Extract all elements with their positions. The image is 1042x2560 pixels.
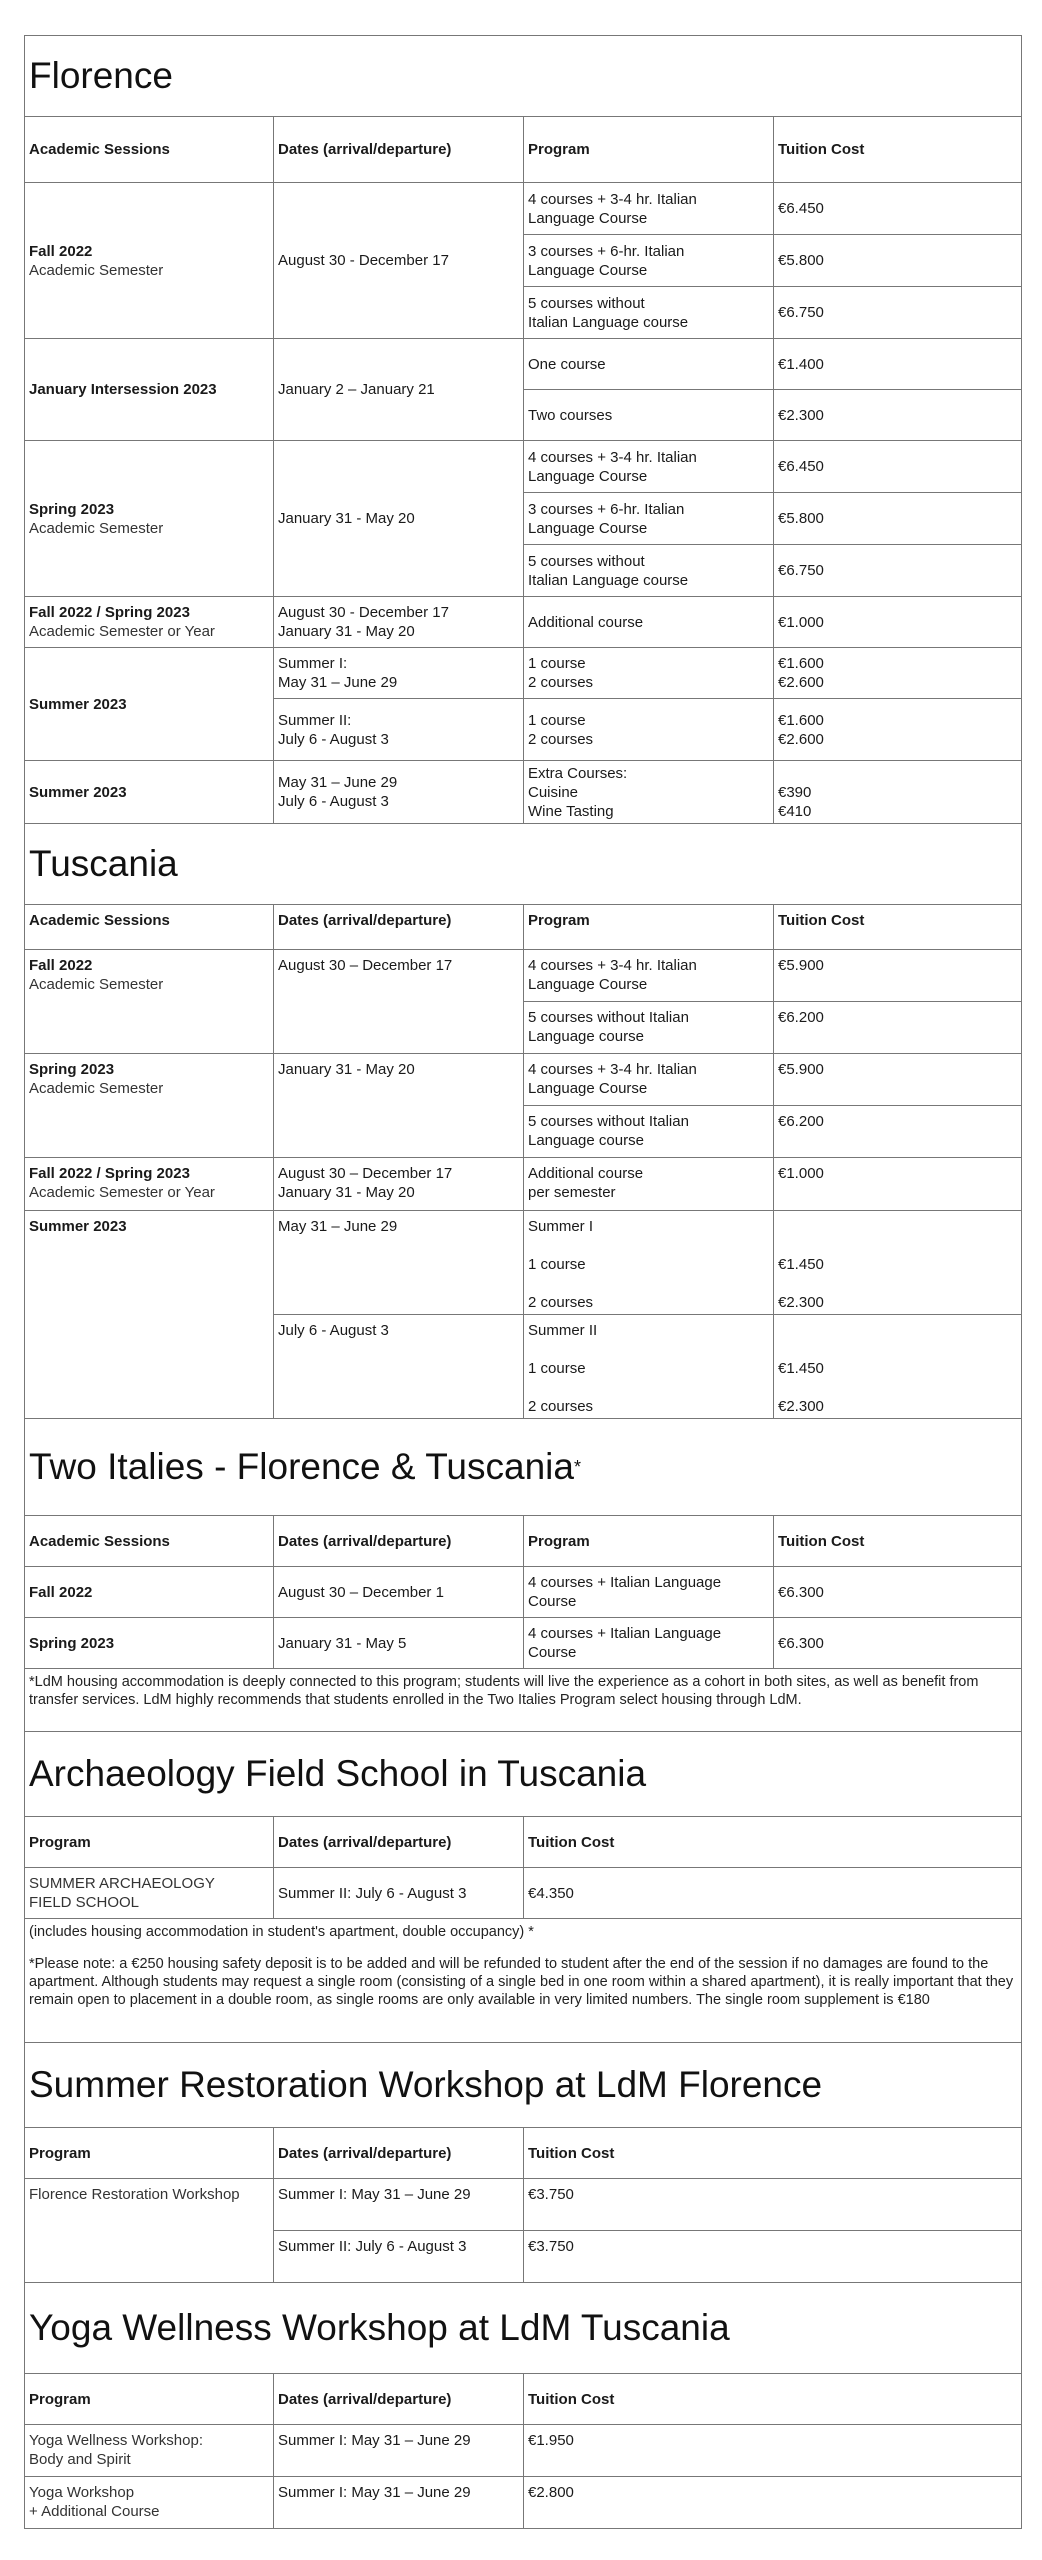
- date-line: May 31 – June 29: [278, 674, 398, 691]
- session-name: Fall 2022 / Spring 2023: [29, 604, 190, 621]
- program-cell: [524, 1315, 774, 1419]
- tuition-cell: €2.300: [774, 390, 1021, 441]
- spacer: [528, 1274, 769, 1293]
- program-line: Wine Tasting: [528, 802, 614, 820]
- spacer: [778, 1378, 1017, 1397]
- session-name: Summer 2023: [25, 648, 274, 761]
- spacer: [778, 1340, 1017, 1359]
- program-cell: [25, 2425, 274, 2477]
- program-cell: [524, 235, 774, 287]
- header-tuition: Tuition Cost: [774, 117, 1021, 183]
- florence-table: [25, 117, 1021, 824]
- program-cell: [524, 1158, 774, 1211]
- tuition-cell: €6.450: [774, 441, 1021, 493]
- dates-cell: [274, 648, 524, 699]
- program-cell: [25, 1868, 274, 1919]
- program-line: Language Course: [528, 261, 648, 279]
- tuition-cell: [774, 648, 1021, 699]
- spacer: [29, 1941, 1017, 1955]
- section-title-archaeology: Archaeology Field School in Tuscania: [25, 1732, 1021, 1817]
- note-line: (includes housing accommodation in student's apartment, double occupancy) *: [29, 1924, 534, 1940]
- dates-cell: Summer I: May 31 – June 29: [274, 2425, 524, 2477]
- session-sub: Academic Semester: [29, 1080, 164, 1097]
- header-program: Program: [524, 117, 774, 183]
- program-line: Language Course: [528, 467, 648, 485]
- program-cell: [524, 183, 774, 235]
- tuition-cell: [774, 1211, 1021, 1315]
- program-line: 4 courses + 3-4 hr. Italian: [528, 957, 697, 974]
- program-line: Italian Language course: [528, 313, 689, 331]
- program-cell: One course: [524, 339, 774, 390]
- program-line: Additional course: [528, 1165, 644, 1182]
- two-italies-table: [25, 1516, 1021, 1669]
- dates-cell: Summer I: May 31 – June 29: [274, 2477, 524, 2529]
- section-title-yoga: Yoga Wellness Workshop at LdM Tuscania: [25, 2283, 1021, 2374]
- tuition-cell: [774, 761, 1021, 824]
- section-title-text: Two Italies - Florence & Tuscania: [29, 1446, 574, 1487]
- yoga-table: [25, 2374, 1021, 2529]
- dates-cell: [274, 597, 524, 648]
- program-line: per semester: [528, 1184, 616, 1201]
- header-dates: Dates (arrival/departure): [274, 1516, 524, 1567]
- spacer: [778, 1236, 1017, 1255]
- dates-cell: July 6 - August 3: [274, 1315, 524, 1419]
- date-line: July 6 - August 3: [278, 730, 389, 748]
- session-name: Summer 2023: [25, 1211, 274, 1419]
- tuition-cell: €6.750: [774, 287, 1021, 339]
- header-tuition: Tuition Cost: [524, 2374, 1021, 2425]
- header-sessions: Academic Sessions: [25, 117, 274, 183]
- header-dates: Dates (arrival/departure): [274, 905, 524, 950]
- program-line: Language Course: [528, 519, 648, 537]
- program-line: Summer I: [528, 1218, 594, 1235]
- program-line: Cuisine: [528, 783, 579, 801]
- price-line: €2.600: [778, 674, 824, 691]
- program-line: 5 courses without: [528, 552, 645, 570]
- session-name: Summer 2023: [25, 761, 274, 824]
- section-title-tuscania: Tuscania: [25, 824, 1021, 905]
- tuition-cell: €3.750: [524, 2179, 1021, 2231]
- session-sub: Academic Semester or Year: [29, 623, 215, 640]
- price-line: €2.300: [778, 1398, 824, 1415]
- session-sub: Academic Semester: [29, 261, 164, 279]
- date-line: May 31 – June 29: [278, 774, 398, 791]
- tuition-cell: €6.450: [774, 183, 1021, 235]
- session-name: Fall 2022: [25, 1567, 274, 1618]
- spacer: [778, 1321, 1017, 1340]
- program-line: 5 courses without: [528, 294, 645, 312]
- price-line: €1.600: [778, 711, 824, 729]
- dates-cell: Summer II: July 6 - August 3: [274, 1868, 524, 1919]
- section-title-two-italies: [25, 1419, 1021, 1516]
- program-line: + Additional Course: [29, 2503, 160, 2520]
- header-program: Program: [25, 2374, 274, 2425]
- tuition-cell: €5.800: [774, 235, 1021, 287]
- tuition-cell: €1.000: [774, 597, 1021, 648]
- spacer: [528, 1236, 769, 1255]
- program-line: 3 courses + 6-hr. Italian: [528, 500, 685, 518]
- session-name: Fall 2022 / Spring 2023: [29, 1165, 190, 1182]
- tuition-cell: €6.200: [774, 1106, 1021, 1158]
- program-line: 1 course: [528, 655, 586, 672]
- session-name: Fall 2022: [29, 242, 93, 260]
- header-sessions: Academic Sessions: [25, 905, 274, 950]
- program-line: Italian Language course: [528, 571, 689, 589]
- program-cell: [524, 761, 774, 824]
- header-program: Program: [25, 2128, 274, 2179]
- session-cell: [25, 597, 274, 648]
- archaeology-note: [25, 1919, 1021, 2043]
- session-name: January Intersession 2023: [25, 339, 274, 441]
- tuition-cell: €1.000: [774, 1158, 1021, 1211]
- session-name: Spring 2023: [25, 1618, 274, 1669]
- price-line: €2.300: [778, 1294, 824, 1311]
- archaeology-table: [25, 1817, 1021, 1919]
- dates-cell: Summer II: July 6 - August 3: [274, 2231, 524, 2283]
- date-line: January 31 - May 20: [278, 1184, 415, 1201]
- program-line: Language Course: [528, 976, 648, 993]
- price-line: €1.450: [778, 1360, 824, 1377]
- header-dates: Dates (arrival/departure): [274, 117, 524, 183]
- note-paragraph: *Please note: a €250 housing safety deposit is to be added and will be refunded to student after the end of the session if no damages are found to the apartment. Although students may request a single room (consisting of a single bed in one room within a shared apartment), it is really important that they remain open to placement in a double room, as single rooms are only available in very limited numbers. The single room supplement is €180: [29, 1956, 1014, 2008]
- program-line: 5 courses without Italian: [528, 1009, 689, 1026]
- price-line: €1.450: [778, 1256, 824, 1273]
- session-name: Spring 2023: [29, 1061, 115, 1078]
- price-line: €1.600: [778, 655, 824, 672]
- program-cell: [524, 699, 774, 761]
- tuscania-table: [25, 905, 1021, 1419]
- program-line: 4 courses + 3-4 hr. Italian: [528, 448, 697, 466]
- session-name: Fall 2022: [29, 957, 93, 974]
- program-cell: Additional course: [524, 597, 774, 648]
- date-line: August 30 – December 17: [278, 1165, 453, 1182]
- header-tuition: Tuition Cost: [524, 1817, 1021, 1868]
- tuition-cell: €1.400: [774, 339, 1021, 390]
- program-line: 2 courses: [528, 674, 594, 691]
- spacer: [528, 1340, 769, 1359]
- tuition-grid: [24, 35, 1022, 2529]
- session-cell: [25, 950, 274, 1054]
- header-tuition: Tuition Cost: [524, 2128, 1021, 2179]
- tuition-cell: €3.750: [524, 2231, 1021, 2283]
- dates-cell: August 30 – December 17: [274, 950, 524, 1054]
- price-line: €410: [778, 802, 812, 820]
- header-dates: Dates (arrival/departure): [274, 2374, 524, 2425]
- spacer: [778, 764, 1017, 783]
- program-cell: [524, 545, 774, 597]
- program-line: 5 courses without Italian: [528, 1113, 689, 1130]
- session-cell: [25, 441, 274, 597]
- date-line: January 31 - May 20: [278, 623, 415, 640]
- program-line: Yoga Workshop: [29, 2484, 135, 2501]
- header-dates: Dates (arrival/departure): [274, 2128, 524, 2179]
- program-line: 2 courses: [528, 1398, 594, 1415]
- dates-cell: [274, 761, 524, 824]
- footnote-mark: *: [573, 1456, 581, 1477]
- program-line: Language course: [528, 1028, 644, 1045]
- program-line: 4 courses + Italian Language: [528, 1574, 722, 1591]
- session-cell: [25, 183, 274, 339]
- program-line: Language Course: [528, 1080, 648, 1097]
- program-line: 4 courses + Italian Language: [528, 1625, 722, 1642]
- program-cell: [524, 441, 774, 493]
- program-line: Course: [528, 1644, 577, 1661]
- header-sessions: Academic Sessions: [25, 1516, 274, 1567]
- program-cell: [25, 2477, 274, 2529]
- dates-cell: August 30 - December 17: [274, 183, 524, 339]
- program-line: FIELD SCHOOL: [29, 1894, 140, 1911]
- header-program: Program: [524, 905, 774, 950]
- tuition-cell: [774, 699, 1021, 761]
- session-sub: Academic Semester or Year: [29, 1184, 215, 1201]
- dates-cell: [274, 1158, 524, 1211]
- tuition-cell: €1.950: [524, 2425, 1021, 2477]
- program-cell: [524, 1618, 774, 1669]
- program-line: Extra Courses:: [528, 764, 628, 782]
- program-line: 1 course: [528, 711, 586, 729]
- program-cell: [524, 1211, 774, 1315]
- header-tuition: Tuition Cost: [774, 1516, 1021, 1567]
- tuition-cell: €4.350: [524, 1868, 1021, 1919]
- section-title-florence: Florence: [25, 36, 1021, 117]
- program-cell: [524, 648, 774, 699]
- program-line: 1 course: [528, 1360, 586, 1377]
- tuition-cell: €6.300: [774, 1567, 1021, 1618]
- program-cell: [524, 950, 774, 1002]
- program-line: 4 courses + 3-4 hr. Italian: [528, 1061, 697, 1078]
- header-tuition: Tuition Cost: [774, 905, 1021, 950]
- session-sub: Academic Semester: [29, 519, 164, 537]
- program-line: Language course: [528, 1132, 644, 1149]
- tuition-cell: €6.300: [774, 1618, 1021, 1669]
- tuition-cell: €6.750: [774, 545, 1021, 597]
- program-line: SUMMER ARCHAEOLOGY: [29, 1875, 215, 1892]
- restoration-table: [25, 2128, 1021, 2283]
- program-cell: [524, 1567, 774, 1618]
- spacer: [778, 1217, 1017, 1236]
- program-cell: [524, 1054, 774, 1106]
- dates-cell: January 2 – January 21: [274, 339, 524, 441]
- program-cell: [524, 493, 774, 545]
- date-line: July 6 - August 3: [278, 793, 389, 810]
- spacer: [528, 1378, 769, 1397]
- program-line: 3 courses + 6-hr. Italian: [528, 242, 685, 260]
- dates-cell: January 31 - May 20: [274, 441, 524, 597]
- program-line: 2 courses: [528, 1294, 594, 1311]
- session-sub: Academic Semester: [29, 976, 164, 993]
- spacer: [778, 1274, 1017, 1293]
- header-dates: Dates (arrival/departure): [274, 1817, 524, 1868]
- program-cell: [524, 1002, 774, 1054]
- tuition-cell: [774, 1315, 1021, 1419]
- program-cell: Florence Restoration Workshop: [25, 2179, 274, 2283]
- tuition-cell: €6.200: [774, 1002, 1021, 1054]
- session-cell: [25, 1054, 274, 1158]
- program-cell: [524, 287, 774, 339]
- program-line: 1 course: [528, 1256, 586, 1273]
- price-line: €2.600: [778, 730, 824, 748]
- dates-cell: August 30 – December 1: [274, 1567, 524, 1618]
- tuition-cell: €5.900: [774, 950, 1021, 1002]
- price-line: €390: [778, 783, 812, 801]
- session-name: Spring 2023: [29, 500, 115, 518]
- date-line: Summer II:: [278, 711, 352, 729]
- header-program: Program: [524, 1516, 774, 1567]
- program-cell: Two courses: [524, 390, 774, 441]
- tuition-cell: €5.800: [774, 493, 1021, 545]
- dates-cell: [274, 699, 524, 761]
- section-title-restoration: Summer Restoration Workshop at LdM Florence: [25, 2043, 1021, 2128]
- program-line: Yoga Wellness Workshop:: [29, 2432, 203, 2449]
- date-line: August 30 - December 17: [278, 604, 449, 621]
- program-line: 2 courses: [528, 730, 594, 748]
- two-italies-note: *LdM housing accommodation is deeply connected to this program; students will live the experience as a cohort in both sites, as well as benefit from transfer services. LdM highly recommends that students enrolled in the Two Italies Program select housing through LdM.: [25, 1669, 1021, 1732]
- dates-cell: January 31 - May 5: [274, 1618, 524, 1669]
- dates-cell: May 31 – June 29: [274, 1211, 524, 1315]
- tuition-cell: €5.900: [774, 1054, 1021, 1106]
- dates-cell: January 31 - May 20: [274, 1054, 524, 1158]
- program-line: Body and Spirit: [29, 2451, 131, 2468]
- tuition-cell: €2.800: [524, 2477, 1021, 2529]
- header-program: Program: [25, 1817, 274, 1868]
- program-line: Summer II: [528, 1322, 598, 1339]
- program-line: Course: [528, 1593, 577, 1610]
- session-cell: [25, 1158, 274, 1211]
- program-line: 4 courses + 3-4 hr. Italian: [528, 190, 697, 208]
- program-line: Language Course: [528, 209, 648, 227]
- dates-cell: Summer I: May 31 – June 29: [274, 2179, 524, 2231]
- date-line: Summer I:: [278, 655, 348, 672]
- program-cell: [524, 1106, 774, 1158]
